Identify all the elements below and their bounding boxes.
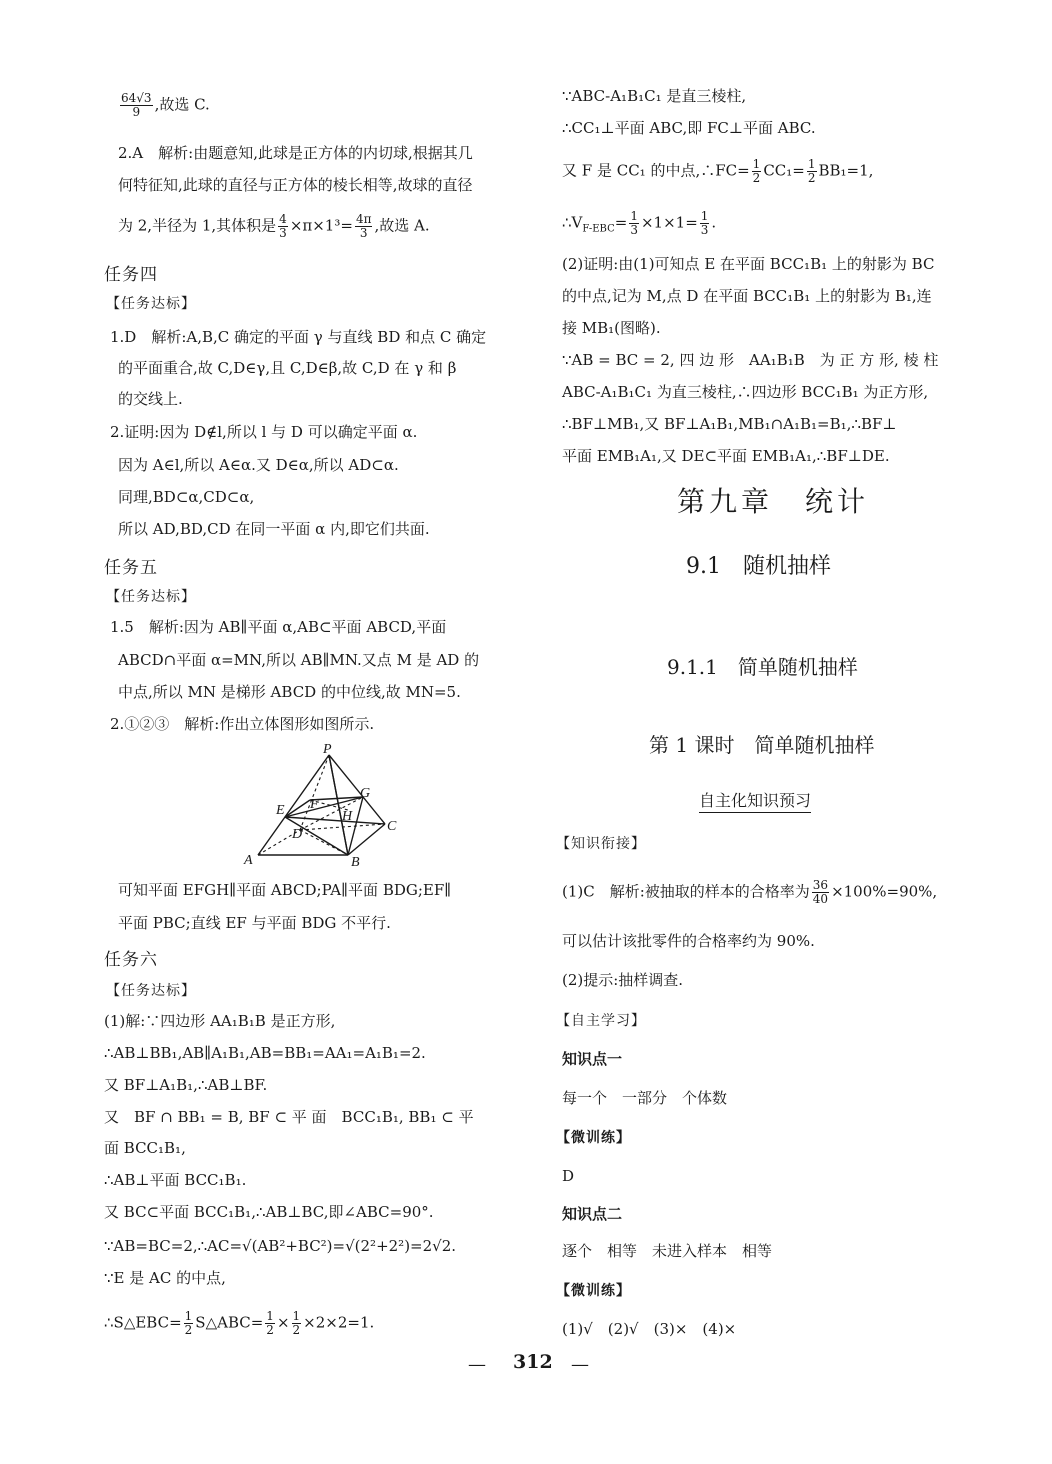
tag-micro-training: 【微训练】 [556,1130,631,1146]
answer-line-r11: 平面 EMB₁A₁,又 DE⊂平面 EMB₁A₁,∴BF⊥DE. [562,447,890,465]
knowledge-point-1: 知识点一 [562,1050,623,1068]
chapter-title: 第九章 统计 [677,485,870,518]
answer-line-19: ∴AB⊥BB₁,AB∥A₁B₁,AB=BB₁=AA₁=A₁B₁=2. [104,1044,426,1062]
page-number: 312 [513,1351,553,1373]
answer-line-6: 的平面重合,故 C,D∈γ,且 C,D∈β,故 C,D 在 γ 和 β [118,359,457,377]
answer-line-r12: (1)C 解析:被抽取的样本的合格率为 $\frac{36}{40}$ ×100%=90%, [562,878,938,906]
tag-task-goal: 【任务达标】 [106,983,196,999]
answer-line-r10: ∴BF⊥MB₁,又 BF⊥A₁B₁,MB₁∩A₁B₁=B₁,∴BF⊥ [562,415,897,433]
knowledge-point-1-answers: 每一个 一部分 个体数 [562,1089,728,1107]
answer-line-11: 所以 AD,BD,CD 在同一平面 α 内,即它们共面. [118,520,430,538]
answer-line-r4: $\therefore V_{F-EBC}=$ $\frac{1}{3}$ ×1×1= $\frac{1}{3}$ . [562,209,717,237]
answer-line-r6: 的中点,记为 M,点 D 在平面 BCC₁B₁ 上的射影为 B₁,连 [562,287,932,305]
fig-label-e: E [276,803,285,818]
answer-line-18: (1)解:∵四边形 AA₁B₁B 是正方形, [104,1012,336,1030]
answer-line-5: 1.D 解析:A,B,C 确定的平面 γ 与直线 BD 和点 C 确定 [110,328,487,346]
answer-line-r9: ABC-A₁B₁C₁ 为直三棱柱,∴四边形 BCC₁B₁ 为正方形, [562,383,929,401]
answer-line-9: 因为 A∈l,所以 A∈α.又 D∈α,所以 AD⊂α. [118,456,399,474]
tag-task-goal: 【任务达标】 [106,296,196,312]
answer-line-24: 又 BC⊂平面 BCC₁B₁,∴AB⊥BC,即∠ABC=90°. [104,1203,434,1221]
knowledge-point-2: 知识点二 [562,1205,623,1223]
footer-dash-left: — [468,1354,486,1375]
fig-label-d: D [292,827,303,842]
answer-line-20: 又 BF⊥A₁B₁,∴AB⊥BF. [104,1076,268,1094]
answer-line-13: ABCD∩平面 α=MN,所以 AB∥MN.又点 M 是 AD 的 [118,651,480,669]
micro-training-2-answers: (1)√ (2)√ (3)× (4)× [562,1320,737,1338]
fig-label-b: B [351,855,360,870]
micro-training-1-answer: D [562,1167,575,1185]
answer-line-7: 的交线上. [118,390,183,408]
answer-line-25: ∵AB=BC=2,∴AC=√(AB²+BC²)=√(2²+2²)=2√2. [104,1237,457,1255]
answer-line-3: 何特征知,此球的直径与正方体的棱长相等,故球的直径 [118,176,473,194]
fraction: $\frac{64√3}{9}$ [121,91,152,119]
section-title-task5: 任务五 [104,558,158,578]
knowledge-point-2-answers: 逐个 相等 未进入样本 相等 [562,1242,773,1260]
footer-dash-right: — [571,1354,589,1375]
answer-line-r7: 接 MB₁(图略). [562,319,661,337]
preview-heading: 自主化知识预习 [699,788,811,813]
answer-line-15: 2.①②③ 解析:作出立体图形如图所示. [110,715,375,733]
fig-label-f: F [310,797,319,812]
answer-line-4: 为 2,半径为 1,其体积是 $\frac{4}{3}$ ×π×1³= $\frac{4\pi}{3}$ ,故选 A. [118,212,430,240]
fig-label-g: G [360,786,371,801]
tag-task-goal: 【任务达标】 [106,589,196,605]
answer-line-17: 平面 PBC;直线 EF 与平面 BDG 不平行. [118,914,391,932]
answer-line-1: $\frac{64√3}{9}$ ,故选 C. [121,91,210,119]
answer-line-14: 中点,所以 MN 是梯形 ABCD 的中位线,故 MN=5. [118,683,461,701]
fig-label-a: A [244,853,253,868]
answer-line-27: ∴S△EBC= $\frac{1}{2}$ S△ABC= $\frac{1}{2}$ × $\frac{1}{2}$ ×2×2=1. [104,1309,375,1337]
tag-micro-training: 【微训练】 [556,1283,631,1299]
answer-line-10: 同理,BD⊂α,CD⊂α, [118,488,255,506]
answer-line-r14: (2)提示:抽样调查. [562,971,684,989]
fig-label-c: C [387,819,397,834]
answer-line-2: 2.A 解析:由题意知,此球是正方体的内切球,根据其几 [118,144,473,162]
section-title-task4: 任务四 [104,265,158,285]
answer-line-r1: ∵ABC-A₁B₁C₁ 是直三棱柱, [562,87,747,105]
answer-line-r2: ∴CC₁⊥平面 ABC,即 FC⊥平面 ABC. [562,119,816,137]
subsection-heading: 9.1.1 简单随机抽样 [667,655,858,679]
answer-line-r8: ∵AB = BC = 2, 四 边 形 AA₁B₁B 为 正 方 形, 棱 柱 [562,351,939,369]
section-title-task6: 任务六 [104,950,158,970]
fig-label-p: P [323,742,332,757]
answer-line-22: 面 BCC₁B₁, [104,1139,186,1157]
answer-line-21: 又 BF ∩ BB₁ = B, BF ⊂ 平 面 BCC₁B₁, BB₁ ⊂ 平 [104,1108,474,1126]
answer-line-12: 1.5 解析:因为 AB∥平面 α,AB⊂平面 ABCD,平面 [110,618,447,636]
answer-line-16: 可知平面 EFGH∥平面 ABCD;PA∥平面 BDG;EF∥ [118,881,452,899]
lesson-heading: 第 1 课时 简单随机抽样 [649,733,875,757]
answer-line-r13: 可以估计该批零件的合格率约为 90%. [562,932,815,950]
answer-line-r3: 又 F 是 CC₁ 的中点,∴FC= $\frac{1}{2}$ CC₁= $\frac{1}{2}$ BB₁=1, [562,157,874,185]
answer-line-r5: (2)证明:由(1)可知点 E 在平面 BCC₁B₁ 上的射影为 BC [562,255,935,273]
tag-self-study: 【自主学习】 [556,1013,646,1029]
section-heading: 9.1 随机抽样 [686,554,831,579]
pyramid-figure [240,742,410,872]
tag-knowledge-link: 【知识衔接】 [556,836,646,852]
answer-line-8: 2.证明:因为 D∉l,所以 l 与 D 可以确定平面 α. [110,423,418,441]
answer-line-26: ∵E 是 AC 的中点, [104,1269,226,1287]
fig-label-h: H [342,809,353,824]
answer-line-23: ∴AB⊥平面 BCC₁B₁. [104,1171,247,1189]
